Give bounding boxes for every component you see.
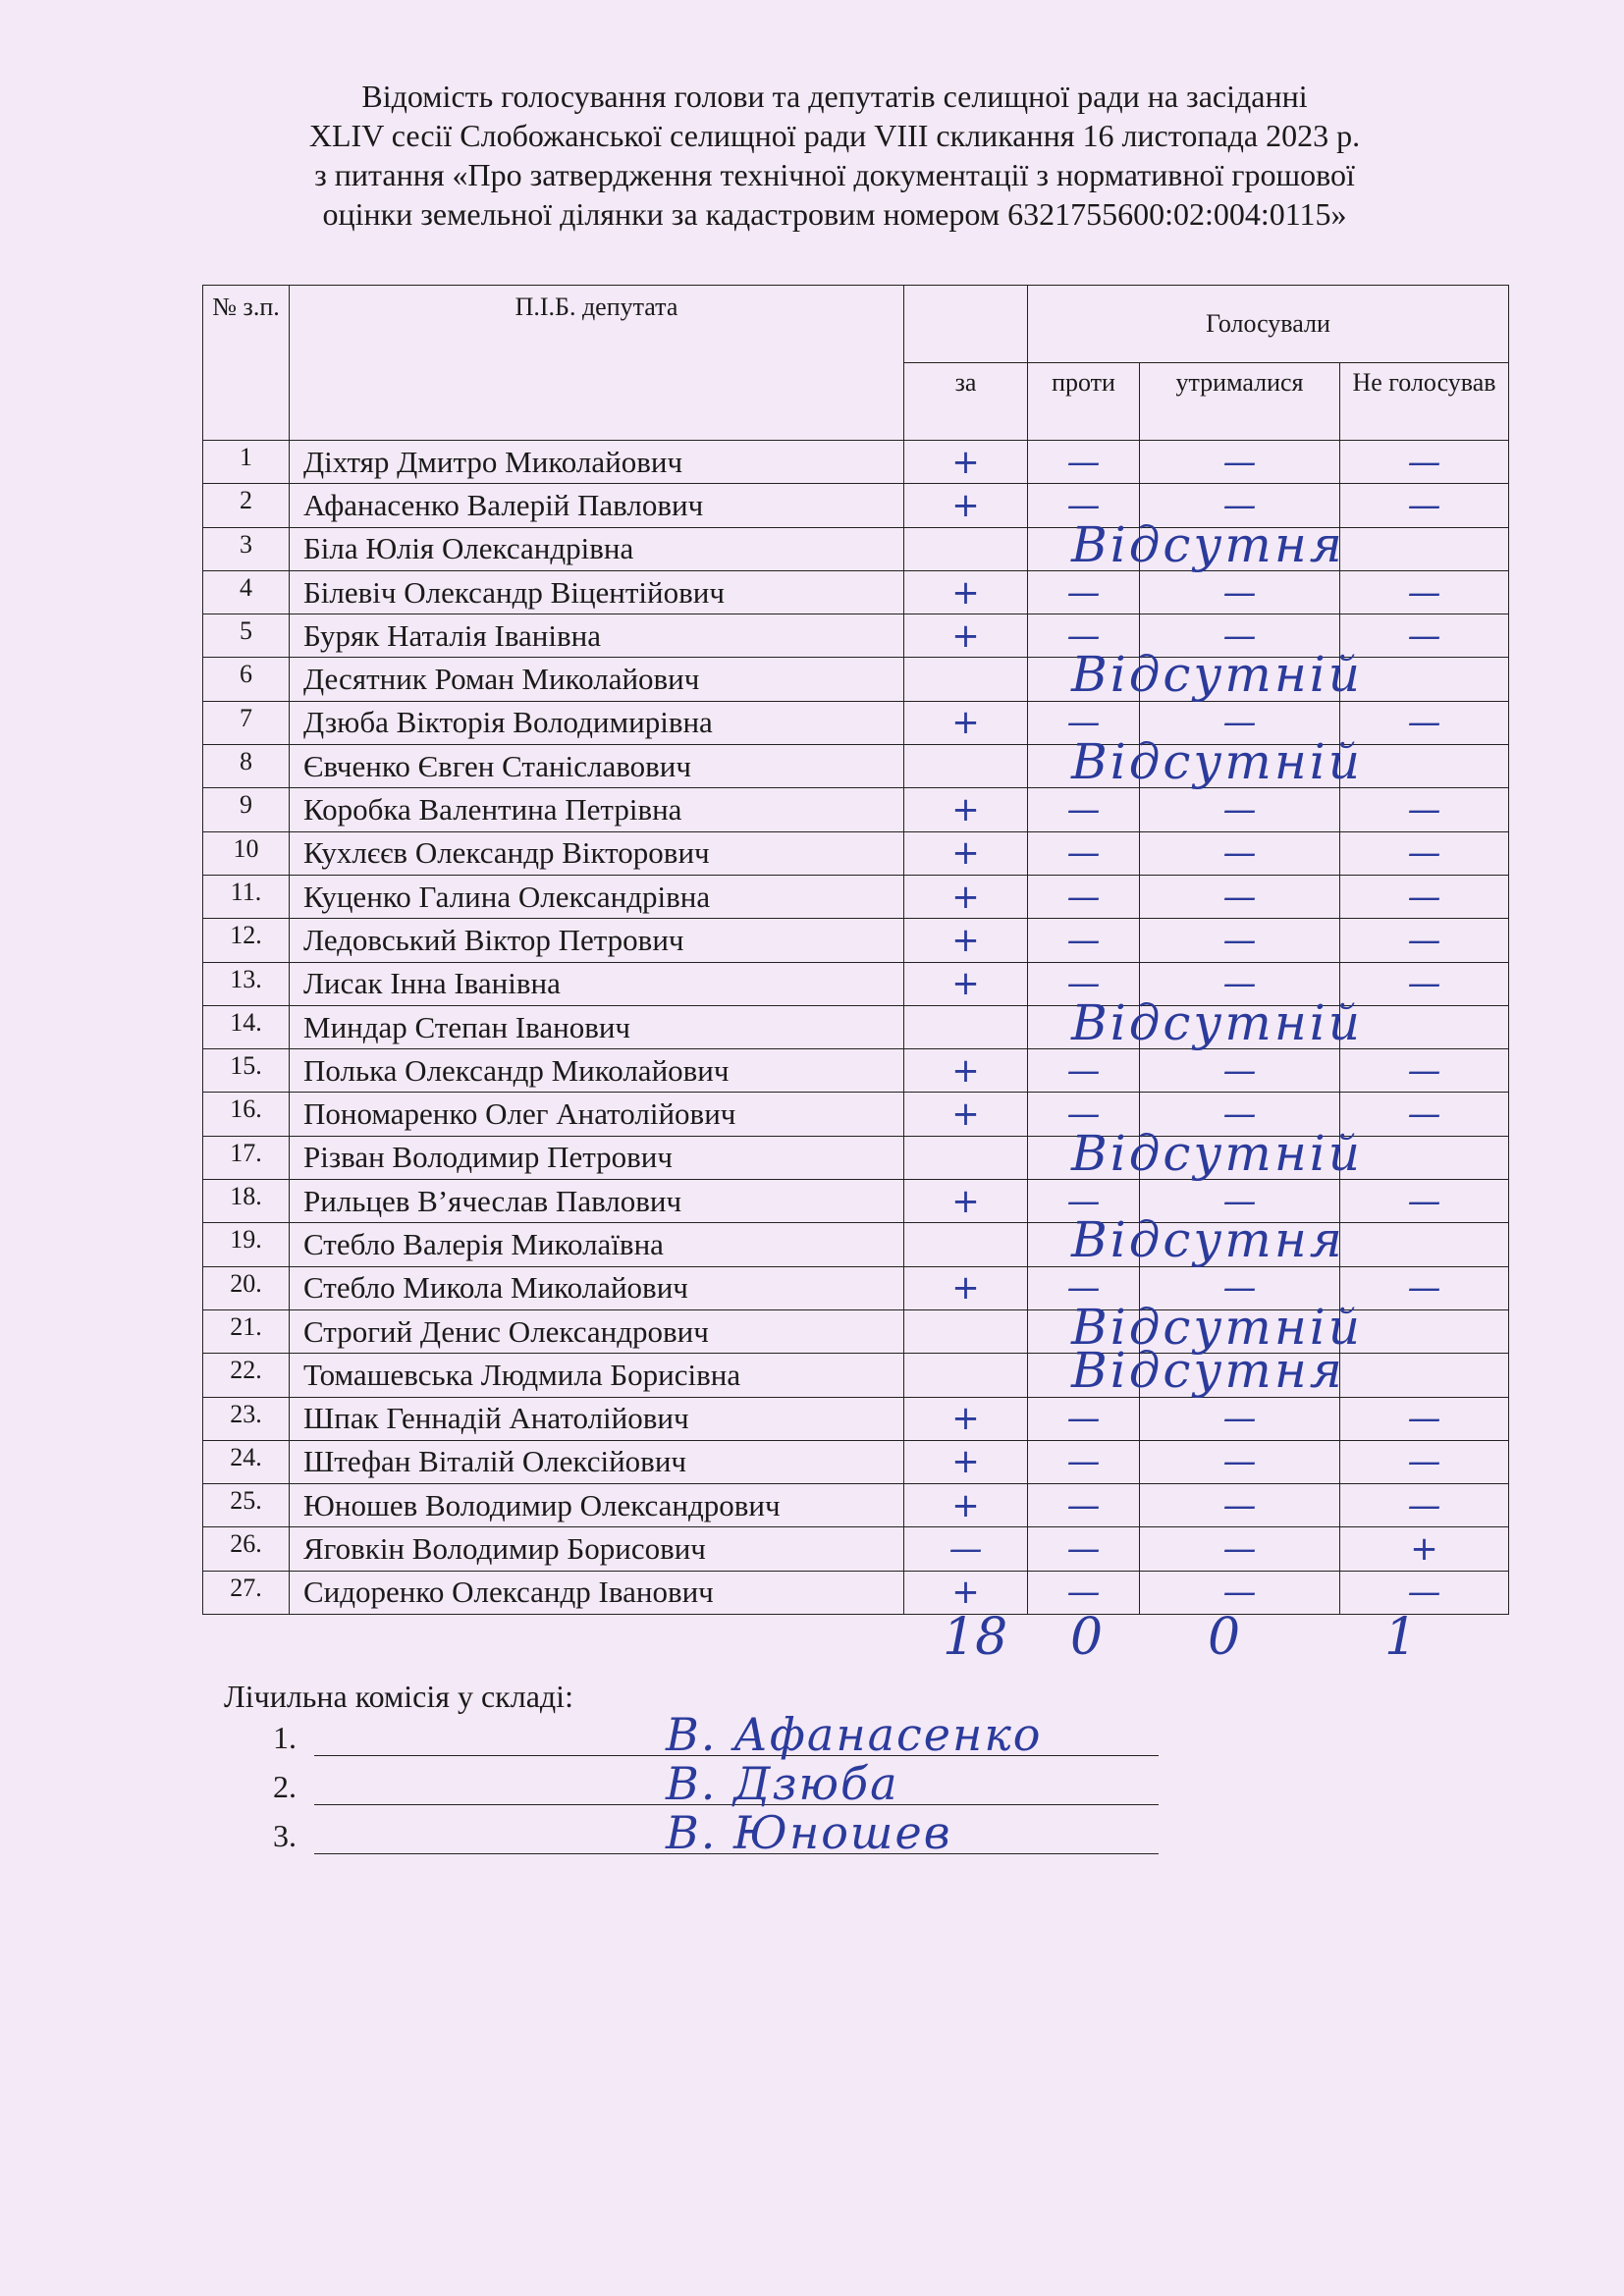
vote-abstained-cell xyxy=(1140,1527,1340,1571)
table-row xyxy=(203,1527,1509,1571)
vote-for-cell xyxy=(904,993,1363,1051)
vote-mark: — xyxy=(1222,485,1257,525)
vote-abstained-cell xyxy=(1140,788,1340,831)
vote-totals xyxy=(0,1608,1624,1667)
vote-for-cell xyxy=(904,484,1028,527)
header-for: за xyxy=(904,363,1028,441)
vote-mark: + xyxy=(951,1268,980,1308)
vote-mark: — xyxy=(1407,964,1441,1004)
vote-mark: — xyxy=(1222,572,1257,613)
vote-mark: + xyxy=(951,703,980,743)
vote-for-cell xyxy=(904,1342,1345,1400)
vote-mark: + xyxy=(951,833,980,874)
vote-mark: + xyxy=(951,877,980,917)
table-row xyxy=(203,831,1509,875)
vote-against-cell xyxy=(1028,875,1140,918)
vote-mark: + xyxy=(951,572,980,613)
vote-against-cell xyxy=(1028,1049,1140,1093)
row-number: 1 xyxy=(203,441,290,484)
absent-note: Відсутній xyxy=(1071,1298,1363,1356)
vote-abstained-cell xyxy=(1140,919,1340,962)
vote-mark: — xyxy=(1066,790,1101,830)
row-number: 13. xyxy=(203,962,290,1005)
vote-mark: — xyxy=(1066,703,1101,743)
vote-against-cell xyxy=(1028,1005,1140,1048)
vote-for-cell xyxy=(904,788,1028,831)
vote-mark: — xyxy=(1222,1529,1257,1570)
vote-abstained-cell xyxy=(1140,1484,1340,1527)
row-number: 27. xyxy=(203,1571,290,1614)
table-row xyxy=(203,1397,1509,1440)
row-number: 4 xyxy=(203,570,290,614)
vote-mark: — xyxy=(1407,1095,1441,1135)
deputy-name: Сидоренко Олександр Іванович xyxy=(290,1571,904,1614)
member-signature-name: В. Дзюба xyxy=(666,1757,899,1810)
vote-against-cell xyxy=(1028,1440,1140,1483)
row-number: 15. xyxy=(203,1049,290,1093)
vote-against-cell xyxy=(1028,441,1140,484)
vote-mark: + xyxy=(1410,1529,1438,1570)
vote-not-voted-cell xyxy=(1340,1223,1509,1266)
vote-mark: — xyxy=(1066,1529,1101,1570)
vote-not-voted-cell xyxy=(1340,1527,1509,1571)
total-not-voted: 1 xyxy=(1384,1608,1418,1667)
vote-mark: + xyxy=(951,1050,980,1091)
vote-mark: — xyxy=(1407,1399,1441,1439)
vote-mark: — xyxy=(1222,1573,1257,1613)
vote-mark: — xyxy=(1222,615,1257,656)
vote-mark: — xyxy=(1222,920,1257,960)
vote-for-cell xyxy=(904,1266,1028,1309)
vote-mark: — xyxy=(1222,1181,1257,1221)
vote-mark: + xyxy=(951,1399,980,1439)
row-number: 9 xyxy=(203,788,290,831)
title-line-4: оцінки земельної ділянки за кадастровим номером 6321755600:02:004:0115» xyxy=(322,196,1347,232)
vote-mark: — xyxy=(1066,1573,1101,1613)
table-row xyxy=(203,745,1509,788)
vote-mark: + xyxy=(951,442,980,482)
vote-for-cell xyxy=(904,1298,1363,1356)
vote-mark: — xyxy=(1222,790,1257,830)
vote-against-cell xyxy=(1028,1136,1140,1179)
vote-mark: + xyxy=(951,615,980,656)
vote-mark: + xyxy=(951,1485,980,1525)
vote-mark: + xyxy=(951,485,980,525)
vote-not-voted-cell xyxy=(1340,1093,1509,1136)
vote-not-voted-cell xyxy=(1340,570,1509,614)
vote-not-voted-cell xyxy=(1340,962,1509,1005)
table-row xyxy=(203,441,1509,484)
vote-mark: + xyxy=(951,1442,980,1482)
vote-for-cell xyxy=(904,1527,1028,1571)
vote-mark: — xyxy=(1222,1485,1257,1525)
absent-note: Відсутня xyxy=(1071,515,1345,573)
vote-mark: — xyxy=(1407,485,1441,525)
vote-not-voted-cell xyxy=(1340,831,1509,875)
vote-mark: — xyxy=(1066,1268,1101,1308)
deputy-name: Різван Володимир Петрович xyxy=(290,1136,904,1179)
row-number: 20. xyxy=(203,1266,290,1309)
row-number: 8 xyxy=(203,745,290,788)
member-index: 3. xyxy=(273,1818,297,1853)
vote-abstained-cell xyxy=(1140,1049,1340,1093)
vote-not-voted-cell xyxy=(1340,1397,1509,1440)
deputy-name: Ледовський Віктор Петрович xyxy=(290,919,904,962)
vote-mark: — xyxy=(1407,1573,1441,1613)
row-number: 5 xyxy=(203,614,290,658)
vote-against-cell xyxy=(1028,1354,1140,1397)
vote-mark: — xyxy=(1066,615,1101,656)
vote-not-voted-cell xyxy=(1340,701,1509,744)
absent-note: Відсутня xyxy=(1071,1211,1345,1269)
vote-mark: — xyxy=(1407,703,1441,743)
title-line-2: XLIV сесії Слобожанської селищної ради VIII скликання 16 листопада 2023 р. xyxy=(308,118,1361,153)
member-signature-name: В. Юношев xyxy=(666,1806,952,1859)
vote-mark: + xyxy=(951,1181,980,1221)
vote-not-voted-cell xyxy=(1340,1180,1509,1223)
vote-abstained-cell xyxy=(1140,1397,1340,1440)
member-index: 2. xyxy=(273,1769,297,1804)
vote-for-cell xyxy=(904,875,1028,918)
vote-for-cell xyxy=(904,570,1028,614)
vote-mark: — xyxy=(1066,833,1101,874)
vote-mark: — xyxy=(1222,833,1257,874)
vote-for-cell xyxy=(904,646,1363,704)
vote-mark: — xyxy=(1407,1050,1441,1091)
vote-not-voted-cell xyxy=(1340,1049,1509,1093)
vote-abstained-cell xyxy=(1140,441,1340,484)
row-number: 24. xyxy=(203,1440,290,1483)
deputy-name: Томашевська Людмила Борисівна xyxy=(290,1354,904,1397)
row-number: 22. xyxy=(203,1354,290,1397)
vote-not-voted-cell xyxy=(1340,441,1509,484)
vote-for-cell xyxy=(904,1484,1028,1527)
vote-mark: — xyxy=(1066,964,1101,1004)
vote-mark: — xyxy=(1407,790,1441,830)
deputy-name: Євченко Євген Станіславович xyxy=(290,745,904,788)
vote-for-cell xyxy=(904,1440,1028,1483)
vote-for-cell xyxy=(904,1124,1363,1182)
document-title xyxy=(177,77,1492,234)
deputy-name: Миндар Степан Іванович xyxy=(290,1005,904,1048)
row-number: 11. xyxy=(203,875,290,918)
vote-for-cell xyxy=(904,441,1028,484)
vote-abstained-cell xyxy=(1140,1354,1340,1397)
absent-note: Відсутній xyxy=(1071,733,1363,791)
row-number: 18. xyxy=(203,1180,290,1223)
header-name: П.І.Б. депутата xyxy=(290,286,904,441)
vote-not-voted-cell xyxy=(1340,1484,1509,1527)
row-number: 3 xyxy=(203,527,290,570)
vote-for-cell xyxy=(904,1093,1028,1136)
deputy-name: Діхтяр Дмитро Миколайович xyxy=(290,441,904,484)
vote-against-cell xyxy=(1028,788,1140,831)
deputy-name: Буряк Наталія Іванівна xyxy=(290,614,904,658)
table-row xyxy=(203,1354,1509,1397)
deputy-name: Кухлєєв Олександр Вікторович xyxy=(290,831,904,875)
vote-mark: — xyxy=(1407,1268,1441,1308)
row-number: 17. xyxy=(203,1136,290,1179)
deputy-name: Коробка Валентина Петрівна xyxy=(290,788,904,831)
vote-against-cell xyxy=(1028,1223,1140,1266)
row-number: 19. xyxy=(203,1223,290,1266)
table-row xyxy=(203,1223,1509,1266)
row-number: 25. xyxy=(203,1484,290,1527)
row-number: 2 xyxy=(203,484,290,527)
deputy-name: Стебло Микола Миколайович xyxy=(290,1266,904,1309)
vote-abstained-cell xyxy=(1140,1136,1340,1179)
vote-mark: — xyxy=(1407,1181,1441,1221)
table-row xyxy=(203,527,1509,570)
vote-against-cell xyxy=(1028,745,1140,788)
vote-abstained-cell xyxy=(1140,745,1340,788)
vote-mark: + xyxy=(951,790,980,830)
vote-not-voted-cell xyxy=(1340,1354,1509,1397)
vote-mark: — xyxy=(1066,1399,1101,1439)
commission-label: Лічильна комісія у складі: xyxy=(224,1679,573,1714)
voting-table xyxy=(202,285,1509,1615)
row-number: 21. xyxy=(203,1309,290,1353)
vote-not-voted-cell xyxy=(1340,1266,1509,1309)
vote-abstained-cell xyxy=(1140,527,1340,570)
header-voted-group: Голосували xyxy=(1028,286,1509,363)
deputy-name: Рильцев В’ячеслав Павлович xyxy=(290,1180,904,1223)
absent-note: Відсутній xyxy=(1071,993,1363,1051)
vote-mark: — xyxy=(1066,1485,1101,1525)
total-against: 0 xyxy=(1070,1608,1104,1667)
table-row xyxy=(203,1049,1509,1093)
deputy-name: Лисак Інна Іванівна xyxy=(290,962,904,1005)
table-row xyxy=(203,570,1509,614)
table-row xyxy=(203,658,1509,701)
absent-note: Відсутня xyxy=(1071,1342,1345,1400)
row-number: 12. xyxy=(203,919,290,962)
member-index: 1. xyxy=(273,1720,297,1755)
vote-not-voted-cell xyxy=(1340,1440,1509,1483)
vote-abstained-cell xyxy=(1140,570,1340,614)
vote-not-voted-cell xyxy=(1340,614,1509,658)
vote-mark: + xyxy=(951,920,980,960)
vote-for-cell xyxy=(904,1397,1028,1440)
vote-for-cell xyxy=(904,831,1028,875)
deputy-name: Юношев Володимир Олександрович xyxy=(290,1484,904,1527)
vote-against-cell xyxy=(1028,1397,1140,1440)
vote-not-voted-cell xyxy=(1340,919,1509,962)
deputy-name: Десятник Роман Миколайович xyxy=(290,658,904,701)
vote-mark: — xyxy=(1407,1442,1441,1482)
vote-against-cell xyxy=(1028,919,1140,962)
vote-mark: + xyxy=(951,1573,980,1613)
vote-for-cell xyxy=(904,919,1028,962)
vote-mark: — xyxy=(1066,1050,1101,1091)
header-number: № з.п. xyxy=(203,286,290,441)
vote-mark: — xyxy=(1222,1268,1257,1308)
vote-mark: — xyxy=(1066,877,1101,917)
row-number: 10 xyxy=(203,831,290,875)
vote-mark: — xyxy=(1222,1442,1257,1482)
total-for: 18 xyxy=(943,1608,1008,1667)
vote-mark: — xyxy=(1066,1181,1101,1221)
absent-note: Відсутній xyxy=(1071,1124,1363,1182)
row-number: 7 xyxy=(203,701,290,744)
vote-abstained-cell xyxy=(1140,1440,1340,1483)
vote-not-voted-cell xyxy=(1340,1005,1509,1048)
vote-mark: — xyxy=(1407,1485,1441,1525)
vote-against-cell xyxy=(1028,1484,1140,1527)
member-signature-name: В. Афанасенко xyxy=(666,1708,1043,1761)
vote-mark: + xyxy=(951,964,980,1004)
header-not-voted: Не голосував xyxy=(1340,363,1509,441)
vote-against-cell xyxy=(1028,658,1140,701)
vote-mark: — xyxy=(1222,877,1257,917)
deputy-name: Білевіч Олександр Віцентійович xyxy=(290,570,904,614)
vote-mark: — xyxy=(1222,1095,1257,1135)
vote-abstained-cell xyxy=(1140,1005,1340,1048)
deputy-name: Стебло Валерія Миколаївна xyxy=(290,1223,904,1266)
deputy-name: Біла Юлія Олександрівна xyxy=(290,527,904,570)
vote-for-cell xyxy=(904,701,1028,744)
vote-against-cell xyxy=(1028,831,1140,875)
vote-mark: — xyxy=(1066,485,1101,525)
vote-mark: — xyxy=(1066,1095,1101,1135)
vote-not-voted-cell xyxy=(1340,1136,1509,1179)
table-row xyxy=(203,788,1509,831)
row-number: 23. xyxy=(203,1397,290,1440)
vote-mark: — xyxy=(1407,833,1441,874)
vote-mark: — xyxy=(1066,572,1101,613)
row-number: 14. xyxy=(203,1005,290,1048)
vote-for-cell xyxy=(904,962,1028,1005)
vote-against-cell xyxy=(1028,527,1140,570)
vote-for-cell xyxy=(904,1211,1345,1269)
vote-mark: — xyxy=(1407,442,1441,482)
vote-against-cell xyxy=(1028,570,1140,614)
total-abstained: 0 xyxy=(1208,1608,1241,1667)
vote-mark: — xyxy=(1407,920,1441,960)
vote-abstained-cell xyxy=(1140,875,1340,918)
vote-not-voted-cell xyxy=(1340,658,1509,701)
row-number: 16. xyxy=(203,1093,290,1136)
vote-for-cell xyxy=(904,614,1028,658)
header-against: проти xyxy=(1028,363,1140,441)
vote-mark: — xyxy=(1222,964,1257,1004)
row-number: 26. xyxy=(203,1527,290,1571)
table-row xyxy=(203,1484,1509,1527)
deputy-name: Шпак Геннадій Анатолійович xyxy=(290,1397,904,1440)
deputy-name: Пономаренко Олег Анатолійович xyxy=(290,1093,904,1136)
vote-not-voted-cell xyxy=(1340,788,1509,831)
deputy-name: Куценко Галина Олександрівна xyxy=(290,875,904,918)
title-line-1: Відомість голосування голови та депутатів селищної ради на засіданні xyxy=(361,79,1308,114)
table-row xyxy=(203,919,1509,962)
table-row xyxy=(203,1005,1509,1048)
vote-mark: — xyxy=(1066,920,1101,960)
vote-mark: — xyxy=(1407,615,1441,656)
deputy-name: Яговкін Володимир Борисович xyxy=(290,1527,904,1571)
title-line-3: з питання «Про затвердження технічної документації з нормативної грошової xyxy=(314,157,1355,192)
vote-mark: — xyxy=(1407,572,1441,613)
vote-mark: — xyxy=(1222,1050,1257,1091)
vote-mark: — xyxy=(948,1529,983,1570)
deputy-name: Строгий Денис Олександрович xyxy=(290,1309,904,1353)
vote-mark: — xyxy=(1407,877,1441,917)
vote-abstained-cell xyxy=(1140,1223,1340,1266)
deputy-name: Дзюба Вікторія Володимирівна xyxy=(290,701,904,744)
vote-mark: — xyxy=(1222,703,1257,743)
vote-for-cell xyxy=(904,515,1345,573)
table-body xyxy=(203,441,1509,1615)
vote-abstained-cell xyxy=(1140,658,1340,701)
vote-not-voted-cell xyxy=(1340,745,1509,788)
row-number: 6 xyxy=(203,658,290,701)
vote-for-cell xyxy=(904,1049,1028,1093)
vote-not-voted-cell xyxy=(1340,484,1509,527)
vote-for-cell xyxy=(904,1180,1028,1223)
table-row xyxy=(203,1136,1509,1179)
absent-note: Відсутній xyxy=(1071,646,1363,704)
table-row xyxy=(203,875,1509,918)
table-row xyxy=(203,1440,1509,1483)
vote-mark: — xyxy=(1222,1399,1257,1439)
vote-mark: — xyxy=(1222,442,1257,482)
vote-mark: — xyxy=(1066,1442,1101,1482)
deputy-name: Полька Олександр Миколайович xyxy=(290,1049,904,1093)
vote-not-voted-cell xyxy=(1340,875,1509,918)
vote-not-voted-cell xyxy=(1340,1309,1509,1353)
vote-abstained-cell xyxy=(1140,831,1340,875)
vote-mark: — xyxy=(1066,442,1101,482)
vote-against-cell xyxy=(1028,1527,1140,1571)
vote-not-voted-cell xyxy=(1340,527,1509,570)
header-abstained: утрималися xyxy=(1140,363,1340,441)
deputy-name: Штефан Віталій Олексійович xyxy=(290,1440,904,1483)
vote-for-cell xyxy=(904,733,1363,791)
vote-mark: + xyxy=(951,1095,980,1135)
header-blank xyxy=(904,286,1028,363)
deputy-name: Афанасенко Валерій Павлович xyxy=(290,484,904,527)
